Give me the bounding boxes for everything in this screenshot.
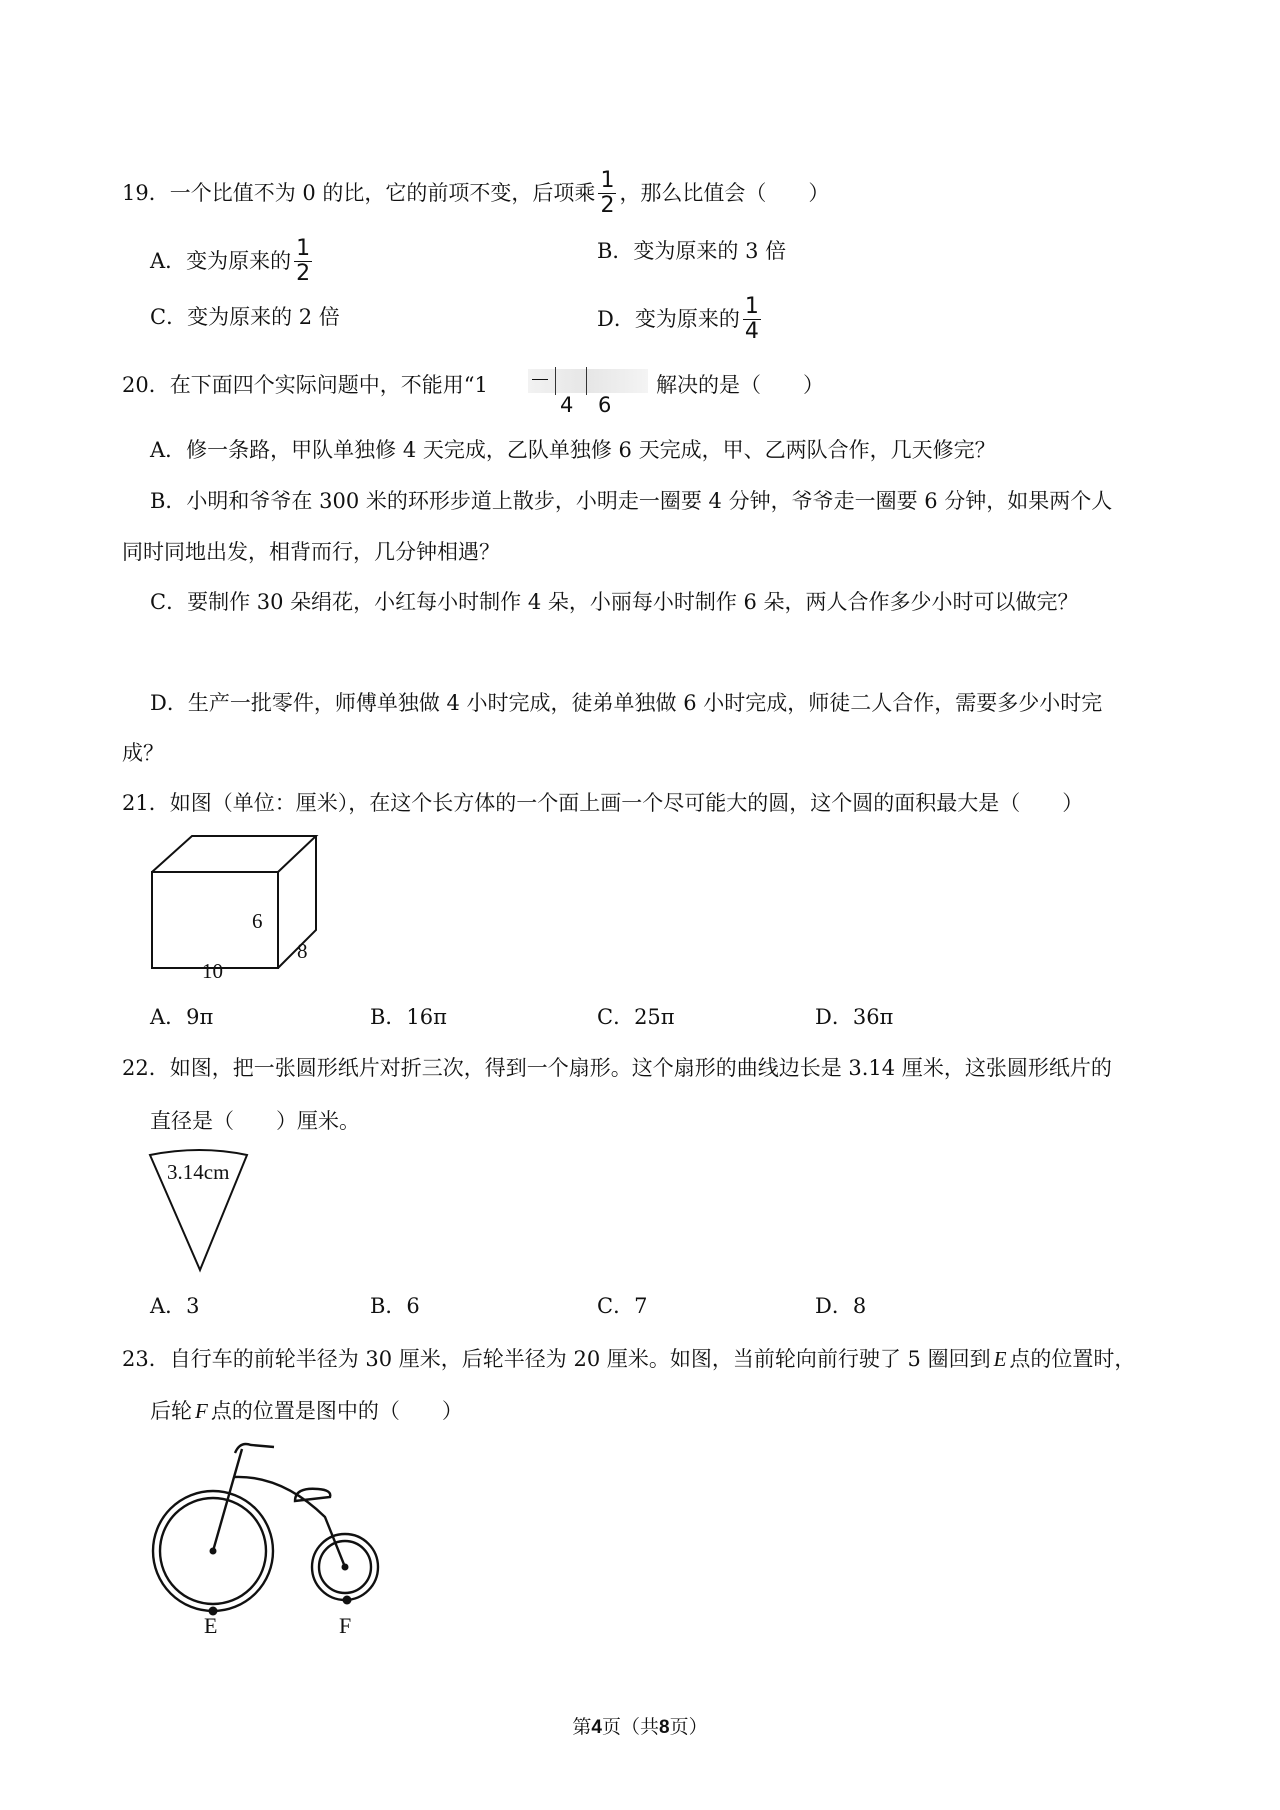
q23-stem-line2: 后轮 F 点的位置是图中的（ ） [150, 1399, 463, 1423]
q21-option-b[interactable]: B．16π [370, 1005, 447, 1029]
q21-stem: 21．如图（单位：厘米），在这个长方体的一个面上画一个尽可能大的圆，这个圆的面积最大是（ ） [122, 791, 1084, 815]
q19-option-d-fraction: $\frac{1}{4}$ [744, 294, 759, 344]
q20-fragment-4: 4 [560, 393, 574, 417]
q22-option-b[interactable]: B．6 [370, 1294, 420, 1318]
q22-option-d[interactable]: D．8 [815, 1294, 867, 1318]
footer-total-pages: 8 [659, 1717, 670, 1738]
cuboid-width-label: 8 [297, 939, 308, 963]
point-f-dot [343, 1596, 352, 1605]
bicycle-seat [295, 1489, 330, 1501]
q19-option-b[interactable]: B．变为原来的 3 倍 [597, 239, 787, 263]
front-axle-dot [210, 1548, 217, 1555]
q19-option-d[interactable]: D．变为原来的 $\frac{1}{4}$ [597, 294, 759, 344]
q22-option-c[interactable]: C．7 [597, 1294, 648, 1318]
bicycle-fork [213, 1449, 242, 1551]
q19-stem-pre: 19．一个比值不为 0 的比，它的前项不变，后项乘 [122, 180, 596, 205]
rear-axle-dot [342, 1564, 349, 1571]
q19-option-c[interactable]: C．变为原来的 2 倍 [150, 305, 340, 329]
q20-option-a[interactable]: A．修一条路，甲队单独修 4 天完成，乙队单独修 6 天完成，甲、乙两队合作，几天修完？ [150, 438, 996, 462]
q23-bicycle-figure [140, 1435, 400, 1635]
q20-option-d-line1[interactable]: D．生产一批零件，师傅单独做 4 小时完成，徒弟单独做 6 小时完成，师徒二人合作，需要多少小时完 [150, 691, 1103, 715]
page-footer: 第4页（共8页） [572, 1716, 708, 1738]
q19-option-a-fraction: $\frac{1}{2}$ [296, 236, 311, 286]
cuboid-length-label: 10 [202, 959, 223, 983]
q20-option-d-line2[interactable]: 成？ [122, 741, 164, 765]
sector-arc-label: 3.14cm [167, 1160, 230, 1184]
q21-option-a[interactable]: A．9π [150, 1005, 214, 1029]
q19-stem-fraction: $\frac{1}{2}$ [600, 168, 615, 218]
cuboid-top-face [152, 836, 316, 872]
cuboid-height-label: 6 [252, 909, 263, 933]
q20-option-c[interactable]: C．要制作 30 朵绢花，小红每小时制作 4 朵，小丽每小时制作 6 朵，两人合作多少小时可以做完？ [150, 590, 1079, 614]
q20-stem-pre: 20．在下面四个实际问题中，不能用“1 [122, 373, 488, 397]
q20-option-b-line1[interactable]: B．小明和爷爷在 300 米的环形步道上散步，小明走一圈要 4 分钟，爷爷走一圈要 6 分钟，如果两个人 [150, 489, 1113, 513]
q19-stem [122, 168, 829, 218]
q22-sector-figure [145, 1148, 255, 1278]
q20-fragment-6: 6 [598, 393, 612, 417]
q20-stem-post: 解决的是（ ） [656, 373, 824, 397]
point-f-label: F [339, 1613, 352, 1635]
q20-clipped-expression [528, 365, 648, 415]
q22-stem-line2: 直径是（ ）厘米。 [150, 1109, 360, 1133]
q21-cuboid-figure [140, 830, 340, 990]
q20-option-b-line2[interactable]: 同时同地出发，相背而行，几分钟相遇？ [122, 540, 500, 564]
q23-point-f: F [195, 1399, 208, 1423]
q21-option-d[interactable]: D．36π [815, 1005, 894, 1029]
point-e-label: E [204, 1613, 218, 1635]
q23-point-e: E [993, 1347, 1007, 1371]
q23-stem-line1: 23．自行车的前轮半径为 30 厘米，后轮半径为 20 厘米。如图，当前轮向前行驶了 5 圈回到 E 点的位置时， [122, 1347, 1136, 1371]
q21-option-c[interactable]: C．25π [597, 1005, 675, 1029]
q19-option-a[interactable]: A．变为原来的 $\frac{1}{2}$ [150, 236, 311, 286]
q22-option-a[interactable]: A．3 [150, 1294, 200, 1318]
footer-page-number: 4 [591, 1717, 602, 1738]
q22-stem-line1: 22．如图，把一张圆形纸片对折三次，得到一个扇形。这个扇形的曲线边长是 3.14 厘米，这张圆形纸片的 [122, 1056, 1112, 1080]
q19-stem-post: ，那么比值会（ ） [619, 180, 830, 205]
